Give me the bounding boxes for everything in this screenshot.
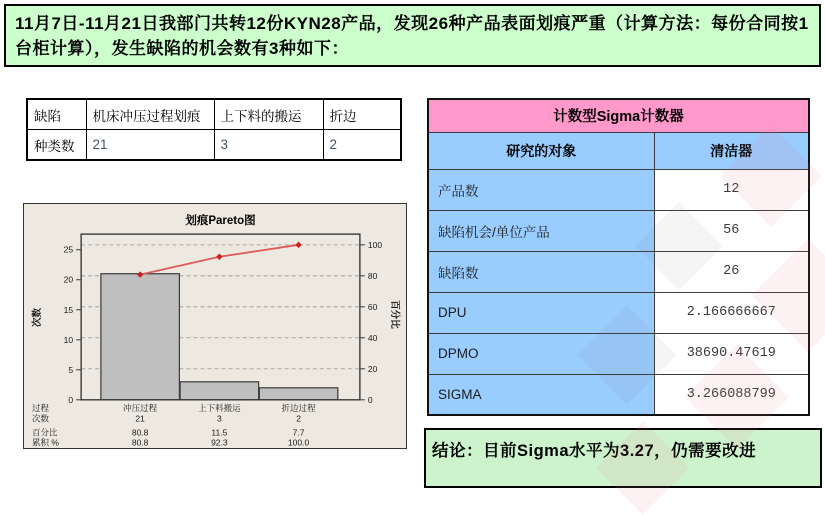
pareto-chart [23,203,407,449]
sigma-row-label: 缺陷数 [428,251,654,292]
sigma-calculator-table [427,98,810,416]
svg-text:40: 40 [367,332,378,343]
table-row [428,374,809,415]
sigma-row-value: 12 [654,169,809,210]
sigma-row-value: 3.266088799 [654,374,809,415]
table-row [428,132,809,169]
svg-text:11.5: 11.5 [211,427,228,438]
table-row [27,130,401,161]
svg-text:20: 20 [367,363,378,374]
svg-text:3: 3 [216,413,222,424]
sigma-row-value: 56 [654,210,809,251]
sigma-row-label: DPU [428,292,654,333]
svg-text:100: 100 [367,239,383,250]
svg-text:2: 2 [296,413,301,424]
svg-text:21: 21 [135,413,145,424]
svg-text:25: 25 [63,244,74,255]
header-banner [4,4,821,67]
svg-text:次数: 次数 [32,307,44,327]
svg-text:过程: 过程 [32,402,50,413]
table-row [428,292,809,333]
svg-text:20: 20 [63,274,74,285]
table-row [428,251,809,292]
svg-text:100.0: 100.0 [287,437,310,448]
svg-text:80.8: 80.8 [131,437,149,448]
header-text: 11月7日-11月21日我部门共转12份KYN28产品，发现26种产品表面划痕严重（计算方法：每份合同按1台柜计算），发生缺陷的机会数有3种如下： [15,14,809,58]
svg-text:92.3: 92.3 [211,437,228,448]
svg-text:上下料搬运: 上下料搬运 [198,402,241,413]
defect-header-cell: 缺陷 [27,99,86,130]
sigma-table-title: 计数型Sigma计数器 [428,99,809,132]
svg-text:0: 0 [367,394,373,405]
svg-text:60: 60 [367,301,378,312]
defect-value-cell: 21 [86,130,214,161]
defect-header-cell: 上下料的搬运 [214,99,323,130]
sigma-row-label: DPMO [428,333,654,374]
svg-text:7.7: 7.7 [292,427,305,438]
defect-header-cell: 机床冲压过程划痕 [86,99,214,130]
sigma-row-label: 缺陷机会/单位产品 [428,210,654,251]
sigma-col-header: 研究的对象 [428,132,654,169]
conclusion-text: 结论：目前Sigma水平为3.27，仍需要改进 [432,442,757,460]
defect-summary-table [26,98,402,161]
svg-text:80: 80 [367,270,378,281]
table-row [27,99,401,130]
svg-text:次数: 次数 [32,413,50,424]
defect-rowlabel-cell: 种类数 [27,130,86,161]
sigma-row-value: 38690.47619 [654,333,809,374]
svg-text:80.8: 80.8 [131,427,149,438]
sigma-row-value: 2.166666667 [654,292,809,333]
defect-value-cell: 2 [323,130,401,161]
svg-text:15: 15 [63,304,74,315]
sigma-row-value: 26 [654,251,809,292]
svg-text:0: 0 [68,394,74,405]
table-row [428,169,809,210]
conclusion-box [424,428,822,488]
sigma-row-label: SIGMA [428,374,654,415]
pareto-chart-svg [24,204,406,448]
svg-text:10: 10 [63,334,74,345]
svg-text:百分比: 百分比 [32,427,58,438]
svg-text:5: 5 [68,364,74,375]
defect-value-cell: 3 [214,130,323,161]
svg-text:冲压过程: 冲压过程 [123,402,158,413]
defect-header-cell: 折边 [323,99,401,130]
table-row [428,210,809,251]
sigma-col-header: 清洁器 [654,132,809,169]
svg-text:划痕Pareto图: 划痕Pareto图 [185,215,256,228]
table-row [428,99,809,132]
svg-text:累积 %: 累积 % [32,437,59,448]
table-row [428,333,809,374]
svg-text:百分比: 百分比 [388,300,400,329]
sigma-row-label: 产品数 [428,169,654,210]
svg-text:折边过程: 折边过程 [281,402,316,413]
